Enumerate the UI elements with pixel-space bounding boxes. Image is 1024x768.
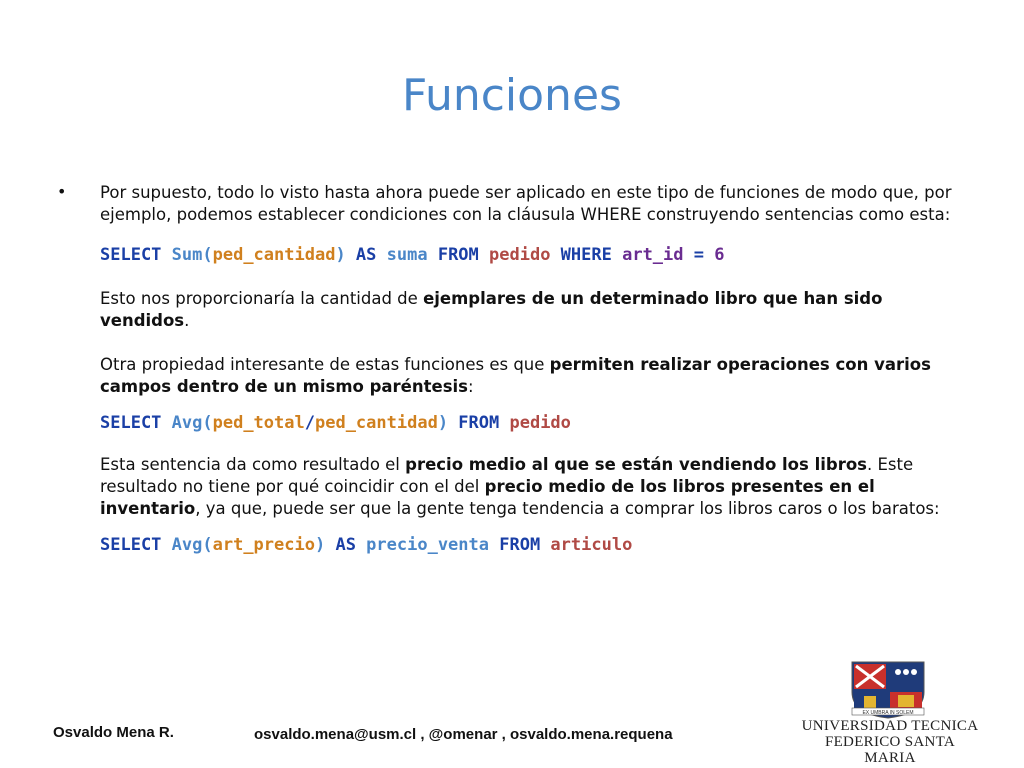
code-token: suma (386, 245, 428, 265)
code-token: pedido (509, 413, 571, 433)
text-run: , ya que, puede ser que la gente tenga tendencia a comprar los libros caros o los baratos: (195, 499, 940, 518)
sql-code-avg-precio (100, 534, 975, 556)
code-token: SELECT (100, 535, 172, 555)
code-token: SELECT (100, 413, 172, 433)
code-token: pedido (489, 245, 551, 265)
code-token: WHERE (550, 245, 623, 265)
code-token: FROM (448, 413, 510, 433)
footer-author: Osvaldo Mena R. (53, 724, 174, 741)
text-run: Esta sentencia da como resultado el (100, 455, 406, 474)
text-run: : (468, 377, 474, 396)
code-token: precio_venta (366, 535, 489, 555)
paragraph-avg-explanation (100, 454, 975, 520)
university-name-line1: UNIVERSIDAD TECNICA (801, 718, 979, 734)
code-token: Avg( (171, 535, 213, 555)
sql-code-sum (100, 244, 975, 266)
code-token: FROM (489, 535, 551, 555)
code-token: FROM (427, 245, 490, 265)
code-token: Sum( (171, 245, 213, 265)
code-token: 6 (714, 245, 725, 265)
text-run: . Este resultado no tiene por qué coincidir con el del (100, 455, 914, 496)
university-name (799, 718, 981, 766)
sql-code-avg-total (100, 412, 975, 434)
bold-text: precio medio de los libros presentes en el inventario (100, 477, 875, 518)
code-token: art_id (622, 245, 684, 265)
code-token: ) (314, 535, 326, 555)
paragraph-operations (100, 354, 975, 398)
code-token: = (683, 245, 715, 265)
slide-body (100, 182, 975, 556)
bold-text: precio medio al que se están vendiendo los libros (405, 455, 867, 474)
text-run: . (184, 311, 190, 330)
intro-paragraph: Por supuesto, todo lo visto hasta ahora puede ser aplicado en este tipo de funciones de modo que, por ejemplo, podemos establecer condiciones con la cláusula WHERE construyendo sentencias como esta: (100, 183, 952, 224)
code-token: SELECT (100, 245, 172, 265)
code-token: ) (437, 413, 449, 433)
bold-text: permiten realizar operaciones con varios campos dentro de un mismo paréntesis (100, 355, 931, 396)
bold-text: ejemplares de un determinado libro que han sido vendidos (100, 289, 883, 330)
bullet-marker: • (57, 182, 67, 201)
code-token: AS (325, 535, 367, 555)
code-token: art_precio (212, 535, 315, 555)
code-token: ped_total (212, 413, 305, 433)
university-name-line2: FEDERICO SANTA MARIA (824, 734, 956, 766)
text-run: Esto nos proporcionaría la cantidad de (100, 289, 424, 308)
code-token: / (304, 413, 315, 433)
code-token: Avg( (171, 413, 213, 433)
code-token: ped_cantidad (314, 413, 438, 433)
footer-contact: osvaldo.mena@usm.cl , @omenar , osvaldo.mena.requena (254, 726, 673, 743)
paragraph-sum-explanation (100, 288, 975, 332)
code-token: ) (335, 245, 346, 265)
code-token: articulo (550, 535, 633, 555)
code-token: ped_cantidad (212, 245, 336, 265)
slide-title: Funciones (402, 70, 622, 121)
code-token: AS (345, 245, 387, 265)
svg-text:EX UMBRA IN SOLEM: EX UMBRA IN SOLEM (862, 710, 914, 716)
text-run: Otra propiedad interesante de estas funciones es que (100, 355, 550, 374)
